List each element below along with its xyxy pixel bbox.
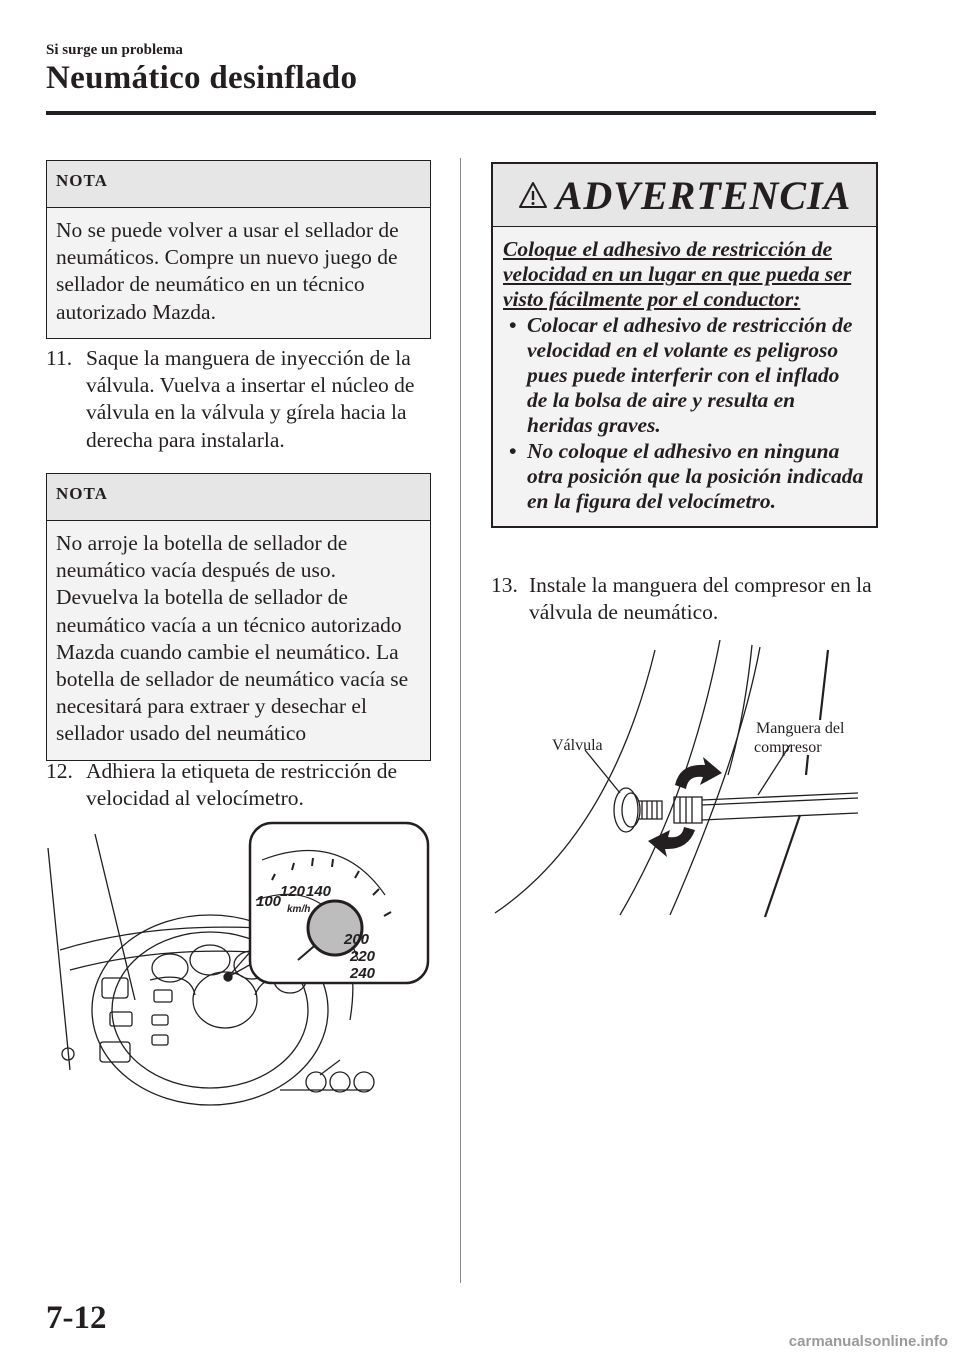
speedometer-figure xyxy=(40,820,440,1110)
dial-label-240: 240 xyxy=(350,965,376,982)
warning-item xyxy=(503,313,864,439)
title-rule xyxy=(46,111,876,115)
watermark: carmanualsonline.info xyxy=(788,1333,948,1350)
step-text: Adhiera la etiqueta de restricción de velocidad al velocímetro. xyxy=(86,759,398,811)
step-11-text: Saque la manguera de inyección de la válvula. Vuelva a insertar el núcleo de válvula en la válvula y gírela hacia la derecha para instalarla. xyxy=(86,346,415,452)
column-divider xyxy=(460,158,461,1283)
warning-triangle-icon xyxy=(518,181,548,209)
step-text xyxy=(86,345,436,454)
bullet: • xyxy=(509,438,517,463)
note-box-1 xyxy=(46,160,431,339)
step-number: 13. xyxy=(491,573,518,597)
warning-intro: Coloque el adhesivo de restricción de velocidad en un lugar en que pueda ser visto fácilmente por el conductor: xyxy=(503,237,852,312)
dial-label-220: 220 xyxy=(350,948,376,965)
warning-item xyxy=(503,439,864,515)
rotation-arrows-icon xyxy=(648,757,722,857)
section-label: Si surge un problema xyxy=(46,42,183,58)
step-number: 11. xyxy=(46,346,73,370)
warning-box xyxy=(491,162,878,528)
step-number: 12. xyxy=(46,759,73,783)
warning-item-text: No coloque el adhesivo en ninguna otra posición que la posición indicada en la figura del velocímetro. xyxy=(527,438,864,514)
warning-title: ADVERTENCIA xyxy=(555,172,852,218)
step-13 xyxy=(491,572,876,632)
label-valve: Válvula xyxy=(552,737,603,754)
dial-label-120: 120 xyxy=(280,883,306,900)
step-12 xyxy=(46,758,436,818)
bullet: • xyxy=(509,312,517,337)
warning-header xyxy=(493,164,876,227)
speedometer-inset xyxy=(250,823,428,983)
dial-label-kmh: km/h xyxy=(287,904,311,915)
label-hose-line1: Manguera del xyxy=(756,720,845,737)
note-label: NOTA xyxy=(47,474,430,521)
warning-body xyxy=(493,227,876,526)
valve-figure xyxy=(490,635,880,925)
warning-item-text: Colocar el adhesivo de restricción de velocidad en el volante es peligroso pues puede interferir con el inflado de la bolsa de aire y resulta en heridas graves. xyxy=(527,312,853,438)
note-label: NOTA xyxy=(47,161,430,208)
label-hose-line2: compresor xyxy=(754,739,822,756)
page-title: Neumático desinflado xyxy=(46,60,358,96)
page-number: 7-12 xyxy=(46,1300,107,1336)
step-11 xyxy=(46,345,436,465)
dial-label-140: 140 xyxy=(306,883,332,900)
note-text: No arroje la botella de sellador de neumático vacía después de uso. Devuelva la botella de sellador de neumático vacía a un técnico autorizado Mazda cuando cambie el neumático. La botella de sellador de neumático vacía se necesitará para extraer y desechar el sellador usado del neumático xyxy=(47,521,430,760)
note-box-2 xyxy=(46,473,431,761)
dial-label-100: 100 xyxy=(256,893,282,910)
warning-list xyxy=(503,313,864,515)
note-text: No se puede volver a usar el sellador de neumáticos. Compre un nuevo juego de sellador de neumático en un técnico autorizado Mazda. xyxy=(47,208,430,338)
dial-label-200: 200 xyxy=(344,931,370,948)
step-text: Instale la manguera del compresor en la válvula de neumático. xyxy=(529,573,872,625)
